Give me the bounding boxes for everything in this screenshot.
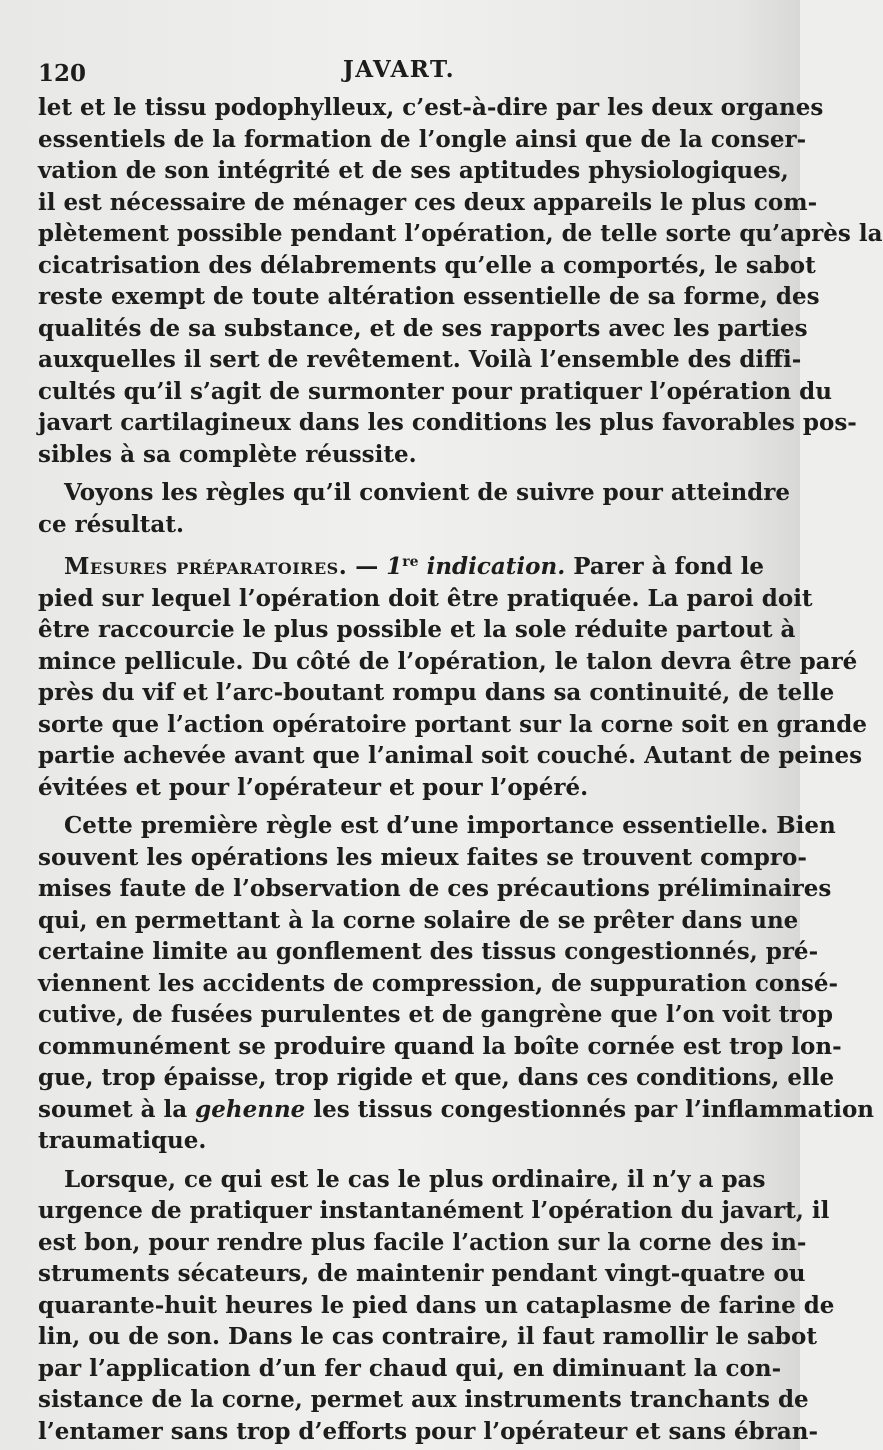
text-line: souvent les opérations les mieux faites se trouvent compro-: [38, 843, 807, 871]
text-line: viennent les accidents de compression, de suppuration consé-: [38, 969, 839, 997]
text-line: l’entamer sans trop d’efforts pour l’opérateur et sans ébran-: [38, 1417, 819, 1445]
text-line: essentiels de la formation de l’ongle ainsi que de la conser-: [38, 125, 807, 153]
text-line: ce résultat.: [38, 510, 184, 538]
indication-number: 1: [386, 553, 403, 580]
text-line: [38, 547, 764, 583]
text-line: urgence de pratiquer instantanément l’opération du javart, il: [38, 1197, 830, 1224]
text-line: traumatique.: [38, 1127, 207, 1154]
text-line: sorte que l’action opératoire portant sur la corne soit en grande: [38, 710, 867, 738]
text-line: javart cartilagineux dans les conditions les plus favorables pos-: [38, 409, 857, 436]
text-line: [38, 1094, 875, 1126]
paragraph-3: [38, 547, 867, 803]
em-dash: —: [347, 553, 387, 580]
italic-word: gehenne: [195, 1095, 306, 1123]
text-line: il est nécessaire de ménager ces deux appareils le plus com-: [38, 188, 818, 216]
paragraph-1: [38, 92, 883, 470]
text-line: auxquelles il sert de revêtement. Voilà l’ensemble des diffi-: [38, 346, 802, 373]
body-text: [38, 92, 883, 1447]
text-line: communément se produire quand la boîte cornée est trop lon-: [38, 1032, 842, 1060]
text-line: quarante-huit heures le pied dans un cataplasme de farine de: [38, 1291, 835, 1319]
text-line: mince pellicule. Du côté de l’opération, le talon devra être paré: [38, 647, 858, 675]
text-line: gue, trop épaisse, trop rigide et que, dans ces conditions, elle: [38, 1064, 835, 1091]
text-line: cultés qu’il s’agit de surmonter pour pratiquer l’opération du: [38, 377, 832, 405]
indication-word: indication.: [418, 553, 566, 580]
text-line: sistance de la corne, permet aux instruments tranchants de: [38, 1386, 809, 1413]
text-line: près du vif et l’arc-boutant rompu dans sa continuité, de telle: [38, 679, 835, 706]
text-line: let et le tissu podophylleux, c’est-à-dire par les deux organes: [38, 94, 824, 121]
paragraph-4: [38, 810, 875, 1157]
text-line: lin, ou de son. Dans le cas contraire, il faut ramollir le sabot: [38, 1323, 817, 1350]
line-part: les tissus congestionnés par l’inflammation: [305, 1095, 875, 1123]
text-line: cutive, de fusées purulentes et de gangrène que l’on voit trop: [38, 1001, 833, 1028]
text-line: Cette première règle est d’une importance essentielle. Bien: [64, 812, 836, 839]
text-line: est bon, pour rendre plus facile l’action sur la corne des in-: [38, 1228, 807, 1256]
text-line: qualités de sa substance, et de ses rapports avec les parties: [38, 314, 808, 342]
text-line: vation de son intégrité et de ses aptitudes physiologiques,: [38, 157, 789, 184]
text-line: cicatrisation des délabrements qu’elle a comportés, le sabot: [38, 251, 816, 279]
text-line: certaine limite au gonflement des tissus congestionnés, pré-: [38, 938, 819, 965]
page-number: 120: [38, 60, 87, 87]
text-line: partie achevée avant que l’animal soit couché. Autant de peines: [38, 742, 863, 769]
text-line: sibles à sa complète réussite.: [38, 440, 417, 468]
text-line: plètement possible pendant l’opération, de telle sorte qu’après la: [38, 220, 883, 247]
paragraph-2: [38, 477, 790, 540]
text-line: qui, en permettant à la corne solaire de se prêter dans une: [38, 906, 799, 934]
indication-ordinal: re: [402, 554, 419, 570]
text-line: Lorsque, ce qui est le cas le plus ordinaire, il n’y a pas: [64, 1165, 766, 1193]
running-head: [38, 52, 760, 92]
line-part: soumet à la: [38, 1095, 196, 1123]
paragraph-5: [38, 1164, 835, 1448]
text-line: struments sécateurs, de maintenir pendant vingt-quatre ou: [38, 1260, 806, 1287]
text-line: être raccourcie le plus possible et la sole réduite partout à: [38, 616, 796, 643]
text-line: évitées et pour l’opérateur et pour l’opéré.: [38, 773, 589, 801]
text-line: par l’application d’un fer chaud qui, en diminuant la con-: [38, 1354, 782, 1382]
section-heading: Mesures préparatoires.: [64, 553, 348, 580]
running-title: JAVART.: [342, 56, 456, 83]
text-line: pied sur lequel l’opération doit être pratiquée. La paroi doit: [38, 584, 813, 612]
text-line: reste exempt de toute altération essentielle de sa forme, des: [38, 283, 820, 310]
line-rest: Parer à fond le: [565, 553, 764, 580]
text-line: Voyons les règles qu’il convient de suivre pour atteindre: [64, 479, 790, 506]
text-line: mises faute de l’observation de ces précautions préliminaires: [38, 875, 832, 902]
